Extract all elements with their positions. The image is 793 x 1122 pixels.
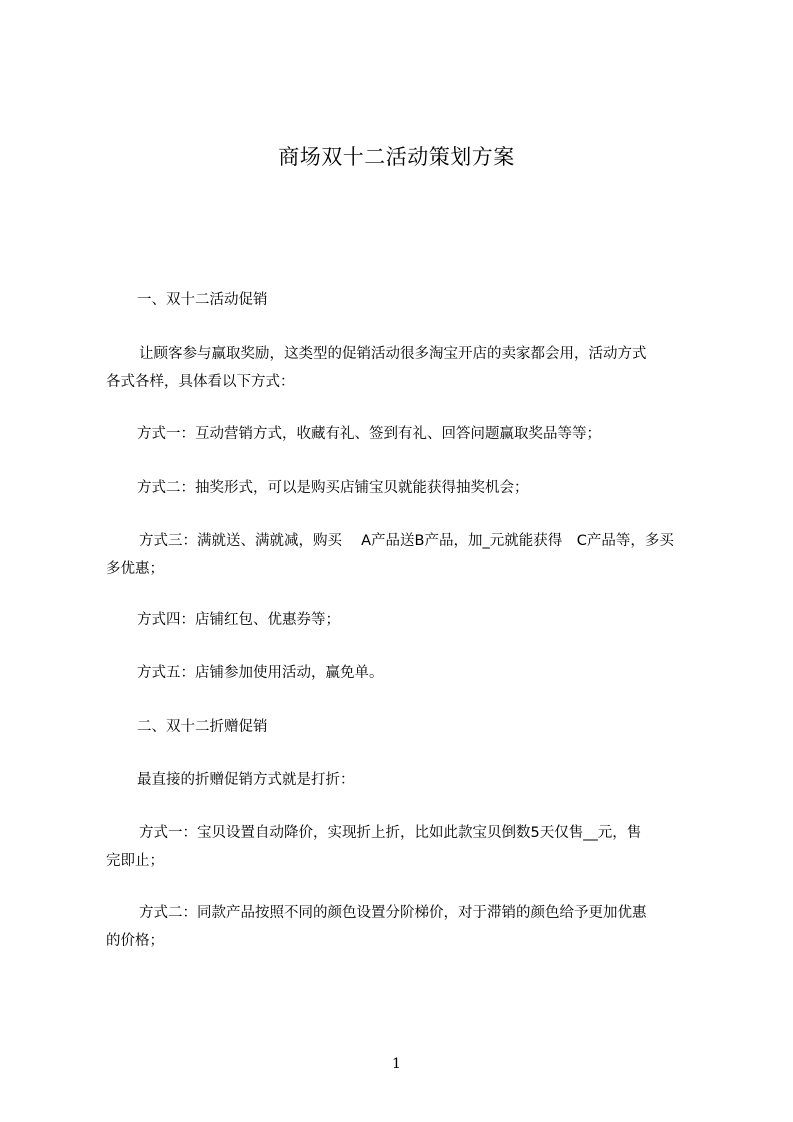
method-4: 方式四：店铺红包、优惠券等； [137, 612, 340, 628]
discount-method-1 [106, 819, 703, 875]
document-title: 商场双十二活动策划方案 [278, 145, 515, 169]
section-heading-2: 二、双十二折赠促销 [137, 719, 268, 735]
section-heading-1: 一、双十二活动促销 [137, 292, 268, 308]
paragraph-line: 完即止； [106, 853, 164, 869]
paragraph-line: 多优惠； [106, 561, 164, 577]
method-2: 方式二：抽奖形式，可以是购买店铺宝贝就能获得抽奖机会； [137, 480, 529, 496]
discount-method-2 [106, 899, 703, 955]
paragraph-intro [106, 340, 703, 396]
paragraph-discount: 最直接的折赠促销方式就是打折： [137, 772, 355, 788]
paragraph-line: 方式一：宝贝设置自动降价，实现折上折，比如此款宝贝倒数5天仅售__元，售 [139, 825, 642, 841]
method-5: 方式五：店铺参加使用活动，赢免单。 [137, 665, 384, 681]
method-1: 方式一：互动营销方式，收藏有礼、签到有礼、回答问题赢取奖品等等； [137, 426, 601, 442]
paragraph-line: 方式三：满就送、满就减，购买 A产品送B产品，加_元就能获得 C产品等，多买 [139, 533, 674, 549]
page-number: 1 [392, 1056, 401, 1072]
method-3 [106, 527, 703, 583]
paragraph-line: 的价格； [106, 933, 164, 949]
paragraph-line: 让顾客参与赢取奖励，这类型的促销活动很多淘宝开店的卖家都会用，活动方式 [139, 346, 647, 362]
paragraph-line: 方式二：同款产品按照不同的颜色设置分阶梯价，对于滞销的颜色给予更加优惠 [139, 905, 647, 921]
paragraph-line: 各式各样，具体看以下方式： [106, 374, 295, 390]
